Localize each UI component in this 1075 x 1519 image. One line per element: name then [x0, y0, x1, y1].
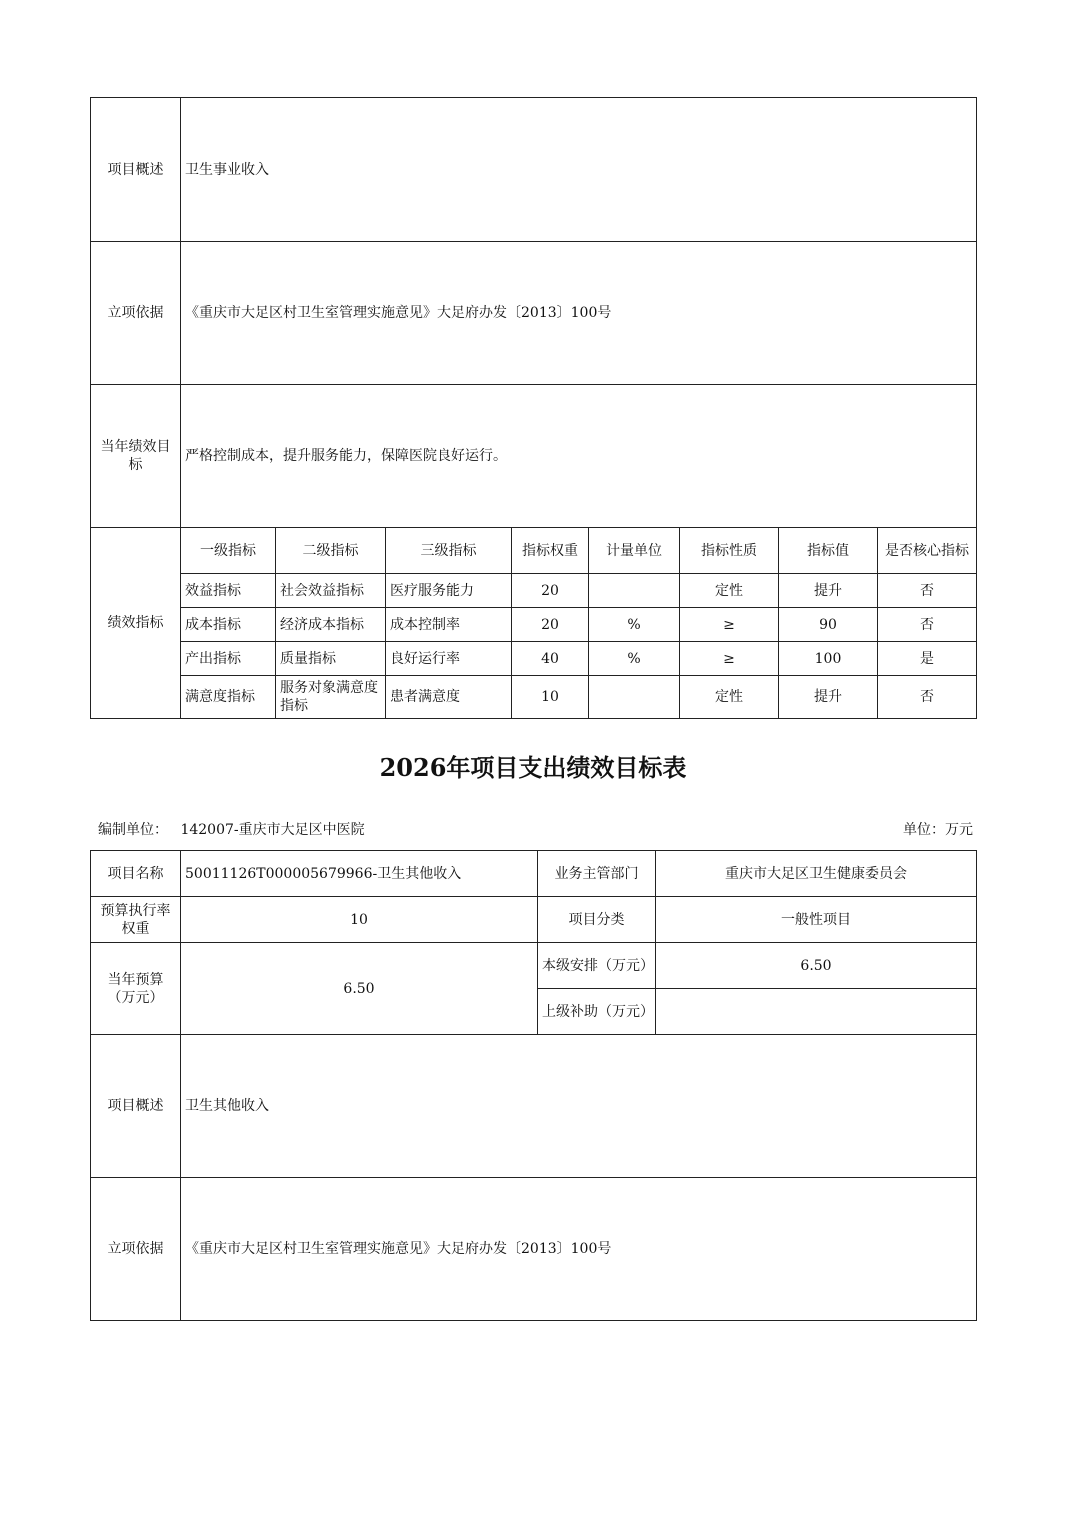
dept-label: 业务主管部门 [538, 851, 656, 897]
header-cell: 三级指标 [386, 528, 512, 574]
row-cell: 否 [878, 608, 977, 642]
goal-value: 严格控制成本，提升服务能力，保障医院良好运行。 [181, 385, 977, 528]
upper-performance-table [90, 97, 977, 719]
header-cell: 指标值 [779, 528, 878, 574]
indicator-label: 绩效指标 [91, 528, 181, 719]
row-cell: 提升 [779, 676, 878, 719]
row-cell: 质量指标 [276, 642, 386, 676]
row-cell: 90 [779, 608, 878, 642]
budget-value: 6.50 [181, 943, 538, 1035]
basis-value: 《重庆市大足区村卫生室管理实施意见》大足府办发〔2013〕100号 [181, 242, 977, 385]
upper-subsidy-label: 上级补助（万元） [538, 989, 656, 1035]
header-cell: 指标权重 [512, 528, 589, 574]
row-cell: 产出指标 [181, 642, 276, 676]
page-title: 2026年项目支出绩效目标表 [379, 753, 687, 782]
unit-value: 142007-重庆市大足区中医院 [180, 822, 365, 838]
row-cell: 否 [878, 574, 977, 608]
basis-label: 立项依据 [91, 242, 181, 385]
category-value: 一般性项目 [656, 897, 977, 943]
header-cell: 是否核心指标 [878, 528, 977, 574]
row-cell: 成本指标 [181, 608, 276, 642]
overview-value: 卫生事业收入 [181, 98, 977, 242]
row-cell [589, 574, 680, 608]
local-value: 6.50 [656, 943, 977, 989]
lower-basis-value: 《重庆市大足区村卫生室管理实施意见》大足府办发〔2013〕100号 [181, 1178, 977, 1321]
upper-subsidy-value [656, 989, 977, 1035]
weight-label: 预算执行率权重 [91, 897, 181, 943]
row-cell: 提升 [779, 574, 878, 608]
header-cell: 一级指标 [181, 528, 276, 574]
row-cell: 定性 [680, 574, 779, 608]
row-cell: 经济成本指标 [276, 608, 386, 642]
header-cell: 计量单位 [589, 528, 680, 574]
row-cell: 社会效益指标 [276, 574, 386, 608]
row-cell: 否 [878, 676, 977, 719]
table-row [91, 574, 977, 608]
row-cell: 40 [512, 642, 589, 676]
table-row [91, 642, 977, 676]
row-cell: 效益指标 [181, 574, 276, 608]
table-row [91, 608, 977, 642]
row-cell: 是 [878, 642, 977, 676]
unit-line [98, 819, 365, 839]
lower-project-table [90, 850, 977, 1321]
lower-basis-label: 立项依据 [91, 1178, 181, 1321]
row-cell: 良好运行率 [386, 642, 512, 676]
row-cell [589, 676, 680, 719]
lower-overview-label: 项目概述 [91, 1035, 181, 1178]
dept-value: 重庆市大足区卫生健康委员会 [656, 851, 977, 897]
row-cell: ≥ [680, 642, 779, 676]
project-name-value: 50011126T000005679966-卫生其他收入 [181, 851, 538, 897]
currency-unit: 单位：万元 [903, 822, 973, 838]
overview-label: 项目概述 [91, 98, 181, 242]
category-label: 项目分类 [538, 897, 656, 943]
row-cell: ≥ [680, 608, 779, 642]
header-cell: 二级指标 [276, 528, 386, 574]
table-row [91, 676, 977, 719]
row-cell: 100 [779, 642, 878, 676]
row-cell: 20 [512, 608, 589, 642]
row-cell: 10 [512, 676, 589, 719]
row-cell: 患者满意度 [386, 676, 512, 719]
lower-overview-value: 卫生其他收入 [181, 1035, 977, 1178]
row-cell: % [589, 608, 680, 642]
row-cell: 20 [512, 574, 589, 608]
row-cell: 成本控制率 [386, 608, 512, 642]
local-label: 本级安排（万元） [538, 943, 656, 989]
budget-label: 当年预算（万元） [91, 943, 181, 1035]
row-cell: % [589, 642, 680, 676]
row-cell: 医疗服务能力 [386, 574, 512, 608]
header-cell: 指标性质 [680, 528, 779, 574]
row-cell: 满意度指标 [181, 676, 276, 719]
weight-value: 10 [181, 897, 538, 943]
project-name-label: 项目名称 [91, 851, 181, 897]
goal-label: 当年绩效目标 [91, 385, 181, 528]
unit-label: 编制单位： [98, 822, 168, 838]
row-cell: 服务对象满意度指标 [276, 676, 386, 719]
row-cell: 定性 [680, 676, 779, 719]
